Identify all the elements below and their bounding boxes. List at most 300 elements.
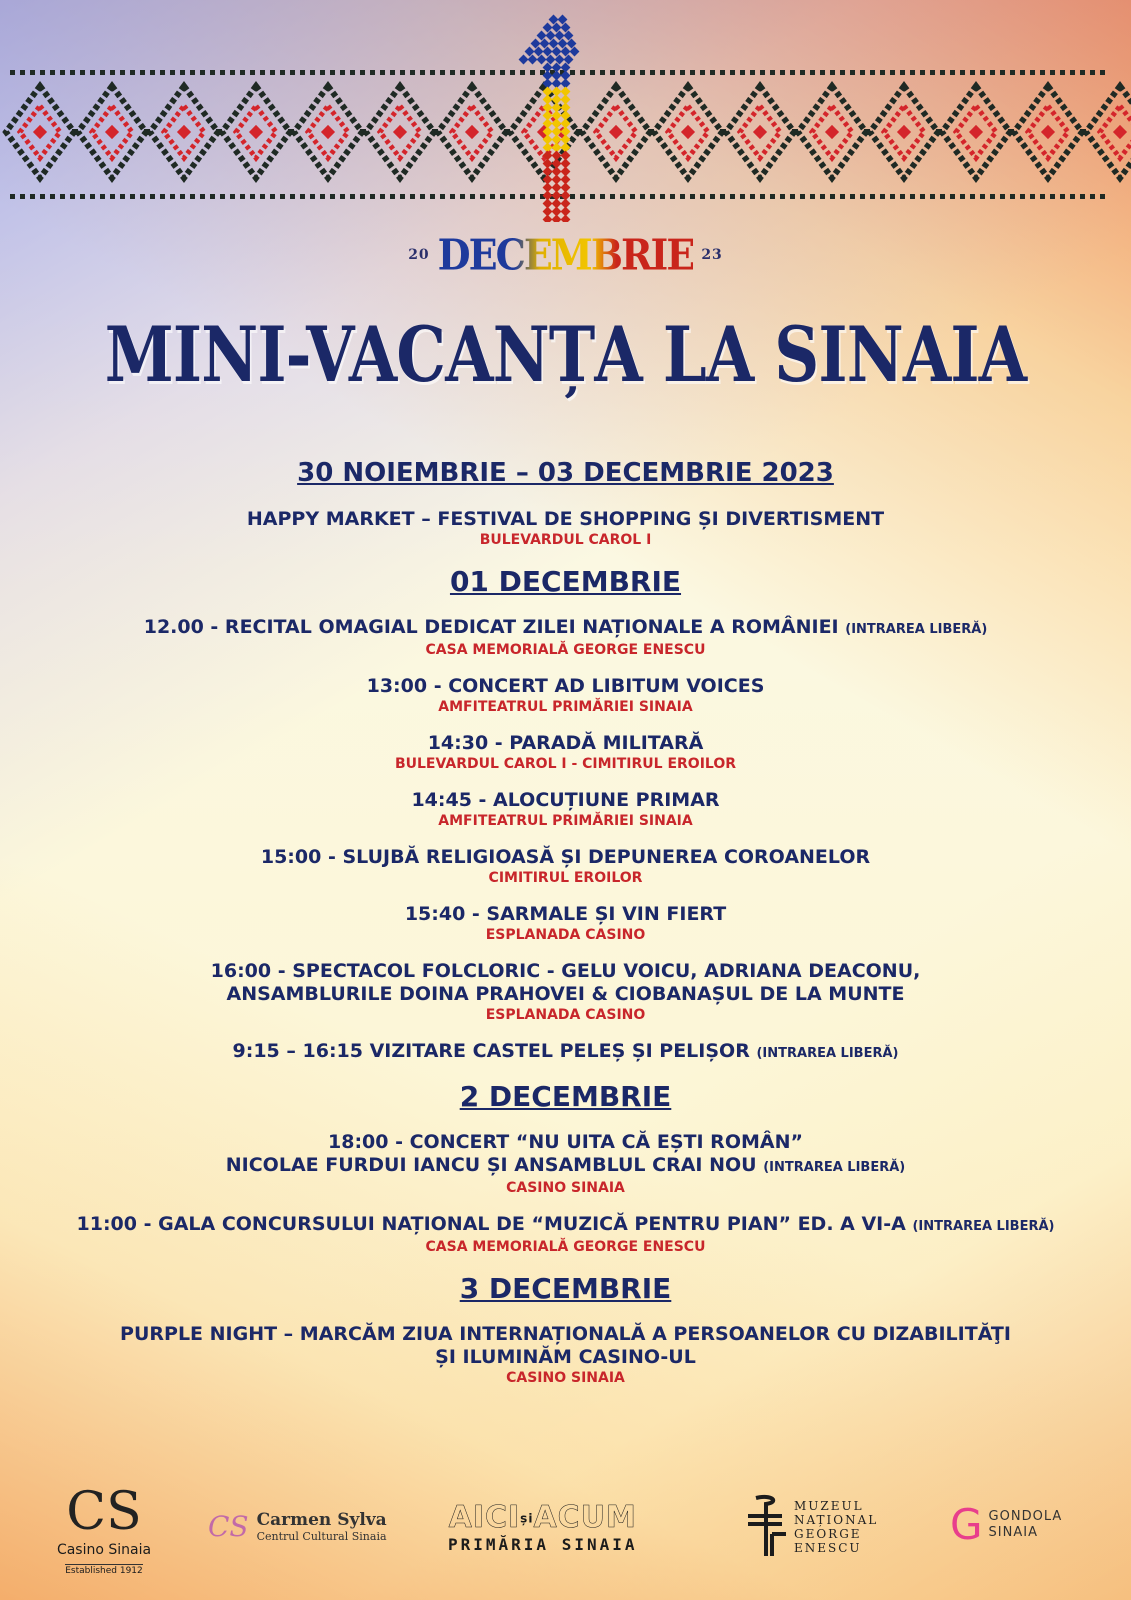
pattern-stitch bbox=[690, 70, 695, 75]
date-range: 30 NOIEMBRIE – 03 DECEMBRIE 2023 bbox=[297, 458, 834, 488]
casino-tagline: Established 1912 bbox=[65, 1566, 143, 1576]
event-title-line: 18:00 - CONCERT “NU UITA CĂ EȘTI ROMÂN” bbox=[328, 1131, 803, 1153]
event-title-line: ANSAMBLURILE DOINA PRAHOVEI & CIOBANAȘUL DE LA MUNTE bbox=[226, 983, 905, 1005]
number-one-stitch bbox=[549, 39, 559, 49]
pattern-stitch bbox=[150, 194, 155, 199]
pattern-stitch bbox=[100, 194, 105, 199]
pattern-stitch bbox=[800, 194, 805, 199]
event-location: ESPLANADA CASINO bbox=[485, 927, 646, 943]
pattern-stitch bbox=[350, 194, 355, 199]
year-right: 23 bbox=[701, 246, 723, 263]
pattern-stitch bbox=[1020, 70, 1025, 75]
pattern-stitch bbox=[920, 194, 925, 199]
pattern-stitch bbox=[720, 194, 725, 199]
pattern-stitch bbox=[1020, 194, 1025, 199]
pattern-stitch bbox=[20, 194, 25, 199]
event-location: CASA MEMORIALĂ GEORGE ENESCU bbox=[425, 642, 706, 658]
pattern-stitch bbox=[750, 70, 755, 75]
pattern-stitch bbox=[300, 70, 305, 75]
pattern-stitch bbox=[880, 194, 885, 199]
number-one-stitch bbox=[546, 31, 556, 41]
entry-note: (INTRAREA LIBERĂ) bbox=[763, 1160, 906, 1175]
pattern-stitch bbox=[250, 194, 255, 199]
event-item bbox=[0, 675, 1131, 717]
number-one-stitch bbox=[570, 47, 580, 57]
number-one-stitch bbox=[528, 55, 538, 65]
pattern-stitch bbox=[600, 194, 605, 199]
year-left: 20 bbox=[408, 246, 430, 263]
pattern-stitch bbox=[770, 194, 775, 199]
pattern-stitch bbox=[660, 194, 665, 199]
pattern-stitch bbox=[410, 70, 415, 75]
pattern-stitch bbox=[110, 70, 115, 75]
pattern-stitch bbox=[120, 194, 125, 199]
pattern-stitch bbox=[30, 194, 35, 199]
event-item bbox=[0, 789, 1131, 831]
pattern-stitch bbox=[1090, 70, 1095, 75]
pattern-stitch bbox=[780, 194, 785, 199]
gondola-line2: SINAIA bbox=[988, 1525, 1038, 1540]
intro-event bbox=[0, 508, 1131, 550]
pattern-stitch bbox=[870, 70, 875, 75]
pattern-stitch bbox=[500, 194, 505, 199]
tricolour-number-one bbox=[510, 12, 600, 222]
carmen-subtitle: Centrul Cultural Sinaia bbox=[256, 1530, 387, 1543]
event-location: ESPLANADA CASINO bbox=[485, 1007, 646, 1023]
pattern-stitch bbox=[450, 194, 455, 199]
event-title-line: ȘI ILUMINĂM CASINO-UL bbox=[435, 1346, 696, 1368]
pattern-stitch bbox=[680, 70, 685, 75]
pattern-stitch bbox=[990, 194, 995, 199]
pattern-stitch bbox=[320, 194, 325, 199]
pattern-stitch bbox=[290, 70, 295, 75]
pattern-stitch bbox=[660, 70, 665, 75]
pattern-stitch bbox=[340, 70, 345, 75]
pattern-stitch bbox=[870, 194, 875, 199]
pattern-stitch bbox=[150, 70, 155, 75]
pattern-stitch bbox=[670, 194, 675, 199]
page-title: MINI-VACANȚA LA SINAIA bbox=[104, 310, 1027, 399]
month-word: DECEMBRIE bbox=[437, 229, 694, 280]
pattern-stitch bbox=[360, 194, 365, 199]
number-one-stitch bbox=[543, 47, 553, 57]
pattern-stitch bbox=[650, 194, 655, 199]
pattern-stitch bbox=[490, 70, 495, 75]
event-item bbox=[0, 616, 1131, 660]
aici-si-acum-logo bbox=[448, 1500, 638, 1554]
pattern-stitch bbox=[840, 194, 845, 199]
pattern-stitch bbox=[270, 194, 275, 199]
pattern-stitch bbox=[1010, 194, 1015, 199]
pattern-stitch bbox=[850, 70, 855, 75]
event-title-line: 12.00 - RECITAL OMAGIAL DEDICAT ZILEI NAȚIONALE A ROMÂNIEI (INTRAREA LIBERĂ) bbox=[143, 616, 988, 638]
pattern-stitch bbox=[490, 194, 495, 199]
pattern-stitch bbox=[210, 194, 215, 199]
pattern-stitch bbox=[600, 70, 605, 75]
pattern-stitch bbox=[440, 194, 445, 199]
event-title-line: 14:45 - ALOCUȚIUNE PRIMAR bbox=[411, 789, 720, 811]
pattern-stitch bbox=[1050, 70, 1055, 75]
carmen-name: Carmen Sylva bbox=[256, 1510, 387, 1530]
event-location: CIMITIRUL EROILOR bbox=[488, 870, 643, 886]
pattern-stitch bbox=[70, 70, 75, 75]
pattern-motif bbox=[438, 86, 510, 178]
number-one-stitch bbox=[561, 215, 571, 222]
gondola-line1: GONDOLA bbox=[988, 1509, 1063, 1524]
pattern-stitch bbox=[1030, 70, 1035, 75]
carmen-monogram: CS bbox=[208, 1510, 249, 1543]
pattern-stitch bbox=[760, 194, 765, 199]
casino-sinaia-logo bbox=[44, 1482, 164, 1577]
pattern-stitch bbox=[820, 194, 825, 199]
pattern-stitch bbox=[50, 70, 55, 75]
pattern-stitch bbox=[280, 194, 285, 199]
number-one-stitch bbox=[555, 55, 565, 65]
pattern-stitch bbox=[450, 70, 455, 75]
pattern-stitch bbox=[710, 70, 715, 75]
pattern-stitch bbox=[280, 70, 285, 75]
pattern-stitch bbox=[730, 194, 735, 199]
pattern-stitch bbox=[160, 70, 165, 75]
event-title-line: PURPLE NIGHT – MARCĂM ZIUA INTERNAȚIONALĂ A PERSOANELOR CU DIZABILITĂŢI bbox=[120, 1323, 1011, 1345]
pattern-motif bbox=[1086, 86, 1131, 178]
event-title-line: 11:00 - GALA CONCURSULUI NAȚIONAL DE “MUZICĂ PENTRU PIAN” ED. A VI-A (INTRAREA LIBERĂ) bbox=[76, 1213, 1055, 1235]
gondola-g-icon: G bbox=[950, 1500, 983, 1549]
gondola-sinaia-logo bbox=[950, 1500, 1063, 1549]
pattern-stitch bbox=[260, 194, 265, 199]
pattern-stitch bbox=[980, 194, 985, 199]
day-heading: 2 DECEMBRIE bbox=[459, 1080, 672, 1113]
pattern-stitch bbox=[320, 70, 325, 75]
pattern-stitch bbox=[950, 70, 955, 75]
event-item bbox=[0, 846, 1131, 888]
pattern-stitch bbox=[120, 70, 125, 75]
carmen-sylva-logo bbox=[208, 1510, 387, 1543]
pattern-stitch bbox=[480, 194, 485, 199]
pattern-stitch bbox=[60, 70, 65, 75]
pattern-motif bbox=[294, 86, 366, 178]
muzeu-line: GEORGE bbox=[794, 1527, 862, 1541]
pattern-stitch bbox=[360, 70, 365, 75]
pattern-stitch bbox=[410, 194, 415, 199]
number-one-stitch bbox=[537, 55, 547, 65]
casino-monogram: CS bbox=[66, 1482, 142, 1542]
pattern-stitch bbox=[610, 194, 615, 199]
pattern-stitch bbox=[890, 194, 895, 199]
pattern-stitch bbox=[400, 70, 405, 75]
pattern-stitch bbox=[60, 194, 65, 199]
pattern-stitch bbox=[610, 70, 615, 75]
pattern-stitch bbox=[190, 194, 195, 199]
pattern-stitch bbox=[620, 194, 625, 199]
pattern-stitch bbox=[390, 194, 395, 199]
pattern-stitch bbox=[770, 70, 775, 75]
pattern-stitch bbox=[470, 194, 475, 199]
pattern-stitch bbox=[420, 194, 425, 199]
number-one-stitch bbox=[561, 23, 571, 33]
pattern-stitch bbox=[640, 70, 645, 75]
event-title-line: 16:00 - SPECTACOL FOLCLORIC - GELU VOICU, ADRIANA DEACONU, bbox=[210, 960, 921, 982]
pattern-stitch bbox=[20, 70, 25, 75]
number-one-stitch bbox=[558, 15, 568, 25]
pattern-motif bbox=[78, 86, 150, 178]
pattern-stitch bbox=[140, 194, 145, 199]
number-one-stitch bbox=[534, 47, 544, 57]
pattern-stitch bbox=[130, 194, 135, 199]
pattern-stitch bbox=[250, 70, 255, 75]
event-location: BULEVARDUL CAROL I - CIMITIRUL EROILOR bbox=[394, 756, 737, 772]
pattern-stitch bbox=[200, 194, 205, 199]
pattern-stitch bbox=[1030, 194, 1035, 199]
pattern-stitch bbox=[230, 194, 235, 199]
pattern-stitch bbox=[690, 194, 695, 199]
number-one-stitch bbox=[519, 55, 529, 65]
pattern-stitch bbox=[310, 194, 315, 199]
pattern-stitch bbox=[210, 70, 215, 75]
enescu-emblem-icon bbox=[742, 1494, 788, 1560]
pattern-stitch bbox=[370, 70, 375, 75]
event-item bbox=[0, 1040, 1131, 1065]
event-location: AMFITEATRUL PRIMĂRIEI SINAIA bbox=[438, 813, 693, 829]
pattern-stitch bbox=[40, 70, 45, 75]
pattern-motif bbox=[150, 86, 222, 178]
pattern-motif bbox=[1014, 86, 1086, 178]
pattern-stitch bbox=[240, 194, 245, 199]
pattern-stitch bbox=[90, 194, 95, 199]
number-one-stitch bbox=[537, 31, 547, 41]
event-item bbox=[0, 1131, 1131, 1198]
entry-note: (INTRAREA LIBERĂ) bbox=[912, 1219, 1055, 1234]
event-location: CASA MEMORIALĂ GEORGE ENESCU bbox=[425, 1239, 706, 1255]
pattern-stitch bbox=[480, 70, 485, 75]
pattern-stitch bbox=[110, 194, 115, 199]
number-one-stitch bbox=[558, 39, 568, 49]
pattern-stitch bbox=[30, 70, 35, 75]
pattern-stitch bbox=[380, 194, 385, 199]
number-one-stitch bbox=[555, 31, 565, 41]
pattern-stitch bbox=[710, 194, 715, 199]
pattern-stitch bbox=[190, 70, 195, 75]
primaria-subtitle: PRIMĂRIA SINAIA bbox=[448, 1535, 638, 1554]
pattern-stitch bbox=[780, 70, 785, 75]
pattern-stitch bbox=[980, 70, 985, 75]
pattern-stitch bbox=[750, 194, 755, 199]
pattern-motif bbox=[654, 86, 726, 178]
muzeul-enescu-logo bbox=[742, 1494, 878, 1560]
pattern-stitch bbox=[70, 194, 75, 199]
pattern-stitch bbox=[370, 194, 375, 199]
pattern-stitch bbox=[460, 70, 465, 75]
pattern-stitch bbox=[90, 70, 95, 75]
pattern-stitch bbox=[960, 194, 965, 199]
pattern-stitch bbox=[920, 70, 925, 75]
pattern-stitch bbox=[460, 194, 465, 199]
pattern-stitch bbox=[680, 194, 685, 199]
pattern-stitch bbox=[630, 70, 635, 75]
number-one-stitch bbox=[549, 15, 559, 25]
pattern-stitch bbox=[330, 70, 335, 75]
pattern-stitch bbox=[860, 70, 865, 75]
number-one-stitch bbox=[552, 23, 562, 33]
pattern-stitch bbox=[420, 70, 425, 75]
event-title-line: 13:00 - CONCERT AD LIBITUM VOICES bbox=[366, 675, 765, 697]
pattern-motif bbox=[366, 86, 438, 178]
event-title: HAPPY MARKET – FESTIVAL DE SHOPPING ȘI DIVERTISMENT bbox=[246, 508, 885, 530]
pattern-stitch bbox=[430, 194, 435, 199]
pattern-stitch bbox=[1090, 194, 1095, 199]
event-title-line: 15:00 - SLUJBĂ RELIGIOASĂ ȘI DEPUNEREA COROANELOR bbox=[260, 846, 871, 868]
pattern-stitch bbox=[80, 194, 85, 199]
pattern-stitch bbox=[830, 194, 835, 199]
pattern-stitch bbox=[340, 194, 345, 199]
pattern-stitch bbox=[1040, 70, 1045, 75]
pattern-stitch bbox=[940, 194, 945, 199]
entry-note: (INTRAREA LIBERĂ) bbox=[845, 622, 988, 637]
pattern-stitch bbox=[220, 194, 225, 199]
number-one-stitch bbox=[543, 23, 553, 33]
pattern-stitch bbox=[640, 194, 645, 199]
pattern-stitch bbox=[810, 194, 815, 199]
pattern-stitch bbox=[960, 70, 965, 75]
pattern-stitch bbox=[990, 70, 995, 75]
pattern-motif bbox=[222, 86, 294, 178]
number-one-stitch bbox=[540, 39, 550, 49]
pattern-stitch bbox=[100, 70, 105, 75]
number-one-stitch bbox=[543, 215, 553, 222]
event-location: AMFITEATRUL PRIMĂRIEI SINAIA bbox=[438, 699, 693, 715]
pattern-stitch bbox=[900, 70, 905, 75]
muzeu-line: ENESCU bbox=[794, 1541, 862, 1555]
muzeu-line: NAȚIONAL bbox=[794, 1513, 879, 1527]
pattern-stitch bbox=[830, 70, 835, 75]
pattern-stitch bbox=[330, 194, 335, 199]
pattern-stitch bbox=[180, 194, 185, 199]
pattern-stitch bbox=[740, 70, 745, 75]
pattern-motif bbox=[726, 86, 798, 178]
pattern-stitch bbox=[170, 70, 175, 75]
event-item bbox=[0, 903, 1131, 945]
pattern-stitch bbox=[790, 194, 795, 199]
pattern-stitch bbox=[220, 70, 225, 75]
pattern-stitch bbox=[1010, 70, 1015, 75]
pattern-stitch bbox=[950, 194, 955, 199]
pattern-stitch bbox=[930, 194, 935, 199]
pattern-stitch bbox=[1100, 194, 1105, 199]
number-one-stitch bbox=[564, 55, 574, 65]
pattern-stitch bbox=[270, 70, 275, 75]
pattern-stitch bbox=[230, 70, 235, 75]
pattern-stitch bbox=[630, 194, 635, 199]
event-title-line: 9:15 – 16:15 VIZITARE CASTEL PELEȘ ȘI PELIȘOR (INTRAREA LIBERĂ) bbox=[232, 1040, 899, 1062]
pattern-stitch bbox=[500, 70, 505, 75]
pattern-stitch bbox=[50, 194, 55, 199]
pattern-stitch bbox=[1060, 70, 1065, 75]
pattern-stitch bbox=[1070, 70, 1075, 75]
event-title-line: 14:30 - PARADĂ MILITARĂ bbox=[427, 732, 704, 754]
aici-acum-wordmark: AICIșiACUM bbox=[448, 1500, 637, 1535]
number-one-stitch bbox=[531, 39, 541, 49]
pattern-stitch bbox=[400, 194, 405, 199]
event-title-line: NICOLAE FURDUI IANCU ȘI ANSAMBLUL CRAI NOU (INTRAREA LIBERĂ) bbox=[225, 1154, 906, 1176]
event-location: BULEVARDUL CAROL I bbox=[479, 532, 652, 548]
pattern-stitch bbox=[720, 70, 725, 75]
pattern-stitch bbox=[620, 70, 625, 75]
pattern-stitch bbox=[700, 70, 705, 75]
december-2023-mark bbox=[0, 229, 1131, 280]
program-content bbox=[0, 458, 1131, 1403]
event-item bbox=[0, 1213, 1131, 1257]
pattern-stitch bbox=[880, 70, 885, 75]
pattern-stitch bbox=[730, 70, 735, 75]
pattern-stitch bbox=[180, 70, 185, 75]
pattern-stitch bbox=[170, 194, 175, 199]
pattern-stitch bbox=[670, 70, 675, 75]
pattern-stitch bbox=[80, 70, 85, 75]
pattern-stitch bbox=[440, 70, 445, 75]
muzeu-text bbox=[794, 1499, 878, 1555]
pattern-stitch bbox=[760, 70, 765, 75]
number-one-stitch bbox=[525, 47, 535, 57]
day-heading: 01 DECEMBRIE bbox=[449, 565, 682, 598]
pattern-stitch bbox=[1040, 194, 1045, 199]
event-title-line: 15:40 - SARMALE ȘI VIN FIERT bbox=[404, 903, 727, 925]
number-one-stitch bbox=[561, 47, 571, 57]
pattern-stitch bbox=[700, 194, 705, 199]
pattern-stitch bbox=[930, 70, 935, 75]
days-list bbox=[0, 565, 1131, 1388]
pattern-stitch bbox=[800, 70, 805, 75]
pattern-stitch bbox=[10, 70, 15, 75]
sponsor-logos bbox=[0, 1482, 1131, 1582]
pattern-stitch bbox=[860, 194, 865, 199]
pattern-stitch bbox=[970, 70, 975, 75]
entry-note: (INTRAREA LIBERĂ) bbox=[756, 1046, 899, 1061]
pattern-motif bbox=[6, 86, 78, 178]
pattern-stitch bbox=[910, 194, 915, 199]
pattern-stitch bbox=[310, 70, 315, 75]
pattern-stitch bbox=[470, 70, 475, 75]
pattern-stitch bbox=[940, 70, 945, 75]
pattern-stitch bbox=[650, 70, 655, 75]
pattern-stitch bbox=[850, 194, 855, 199]
event-item bbox=[0, 960, 1131, 1025]
pattern-stitch bbox=[1080, 194, 1085, 199]
event-location: CASINO SINAIA bbox=[506, 1180, 625, 1196]
pattern-stitch bbox=[240, 70, 245, 75]
pattern-stitch bbox=[290, 194, 295, 199]
pattern-motif bbox=[870, 86, 942, 178]
pattern-motif bbox=[942, 86, 1014, 178]
event-item bbox=[0, 732, 1131, 774]
number-one-stitch bbox=[546, 55, 556, 65]
pattern-stitch bbox=[390, 70, 395, 75]
pattern-stitch bbox=[140, 70, 145, 75]
pattern-stitch bbox=[260, 70, 265, 75]
number-one-stitch bbox=[552, 47, 562, 57]
pattern-stitch bbox=[900, 194, 905, 199]
casino-name: Casino Sinaia bbox=[56, 1542, 152, 1558]
pattern-stitch bbox=[130, 70, 135, 75]
pattern-stitch bbox=[810, 70, 815, 75]
event-item bbox=[0, 1323, 1131, 1388]
pattern-stitch bbox=[1000, 194, 1005, 199]
pattern-stitch bbox=[1000, 70, 1005, 75]
pattern-stitch bbox=[790, 70, 795, 75]
pattern-stitch bbox=[910, 70, 915, 75]
pattern-stitch bbox=[840, 70, 845, 75]
pattern-stitch bbox=[40, 194, 45, 199]
event-location: CASINO SINAIA bbox=[506, 1370, 625, 1386]
